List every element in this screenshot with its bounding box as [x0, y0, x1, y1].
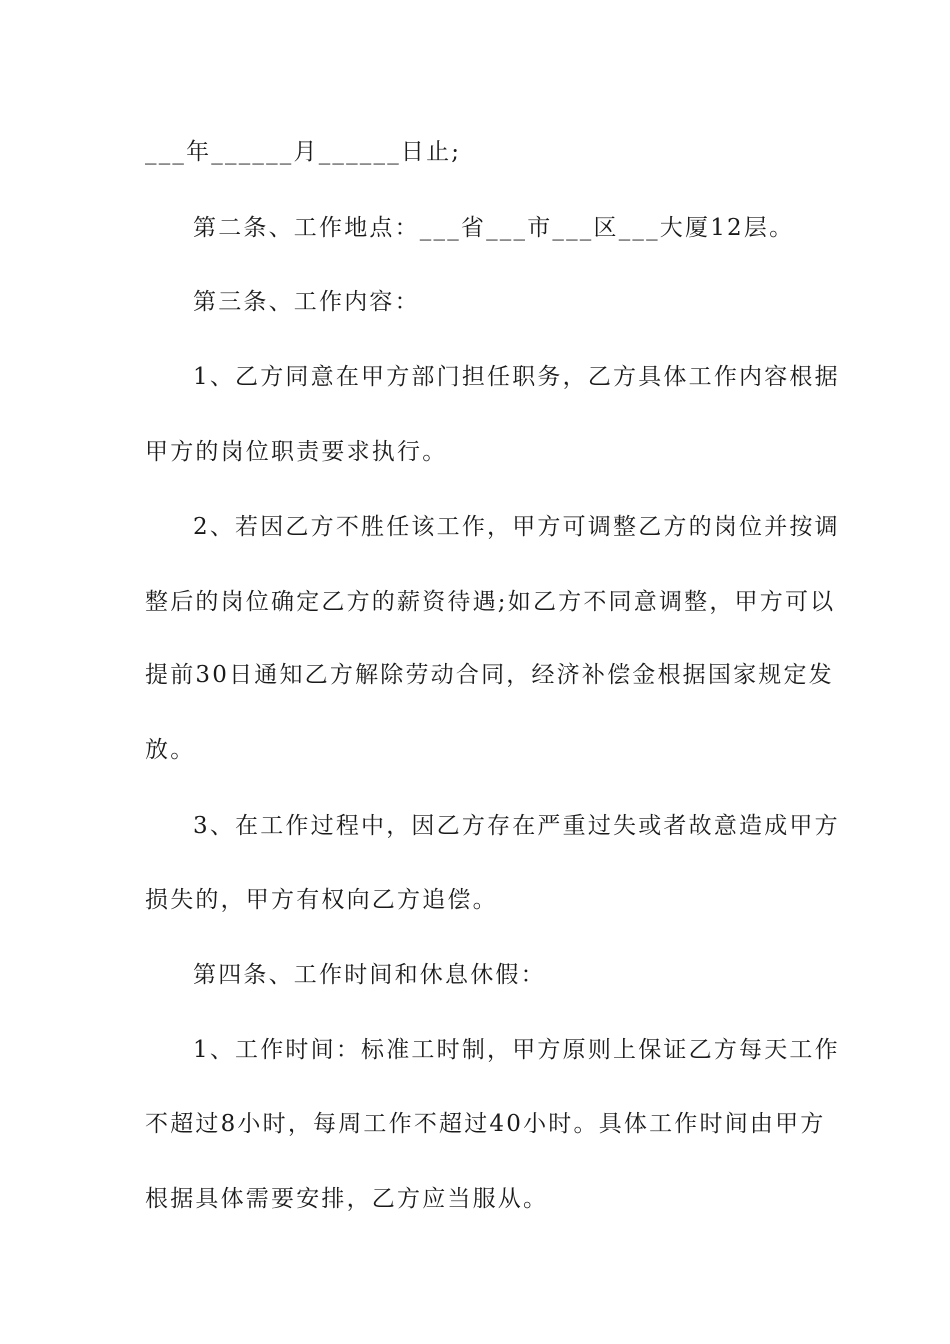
- text-line: 第三条、工作内容：: [193, 289, 420, 315]
- text-line: ___年______月______日止;: [145, 139, 462, 165]
- text-line: 1、工作时间：标准工时制，甲方原则上保证乙方每天工作: [193, 1037, 840, 1063]
- text-line: 放。: [145, 737, 196, 763]
- text-line: 不超过8小时，每周工作不超过40小时。具体工作时间由甲方: [145, 1111, 826, 1137]
- text-line: 3、在工作过程中，因乙方存在严重过失或者故意造成甲方: [193, 813, 840, 839]
- text-line: 2、若因乙方不胜任该工作，甲方可调整乙方的岗位并按调: [193, 514, 840, 540]
- text-line: 1、乙方同意在甲方部门担任职务，乙方具体工作内容根据: [193, 364, 840, 390]
- text-line: 整后的岗位确定乙方的薪资待遇;如乙方不同意调整，甲方可以: [145, 589, 836, 615]
- text-line: 根据具体需要安排，乙方应当服从。: [145, 1186, 549, 1212]
- text-line: 第二条、工作地点：___省___市___区___大厦12层。: [193, 215, 795, 241]
- text-line: 提前30日通知乙方解除劳动合同，经济补偿金根据国家规定发: [145, 662, 834, 688]
- text-line: 甲方的岗位职责要求执行。: [145, 439, 448, 465]
- text-line: 损失的，甲方有权向乙方追偿。: [145, 887, 498, 913]
- text-line: 第四条、工作时间和休息休假：: [193, 962, 546, 988]
